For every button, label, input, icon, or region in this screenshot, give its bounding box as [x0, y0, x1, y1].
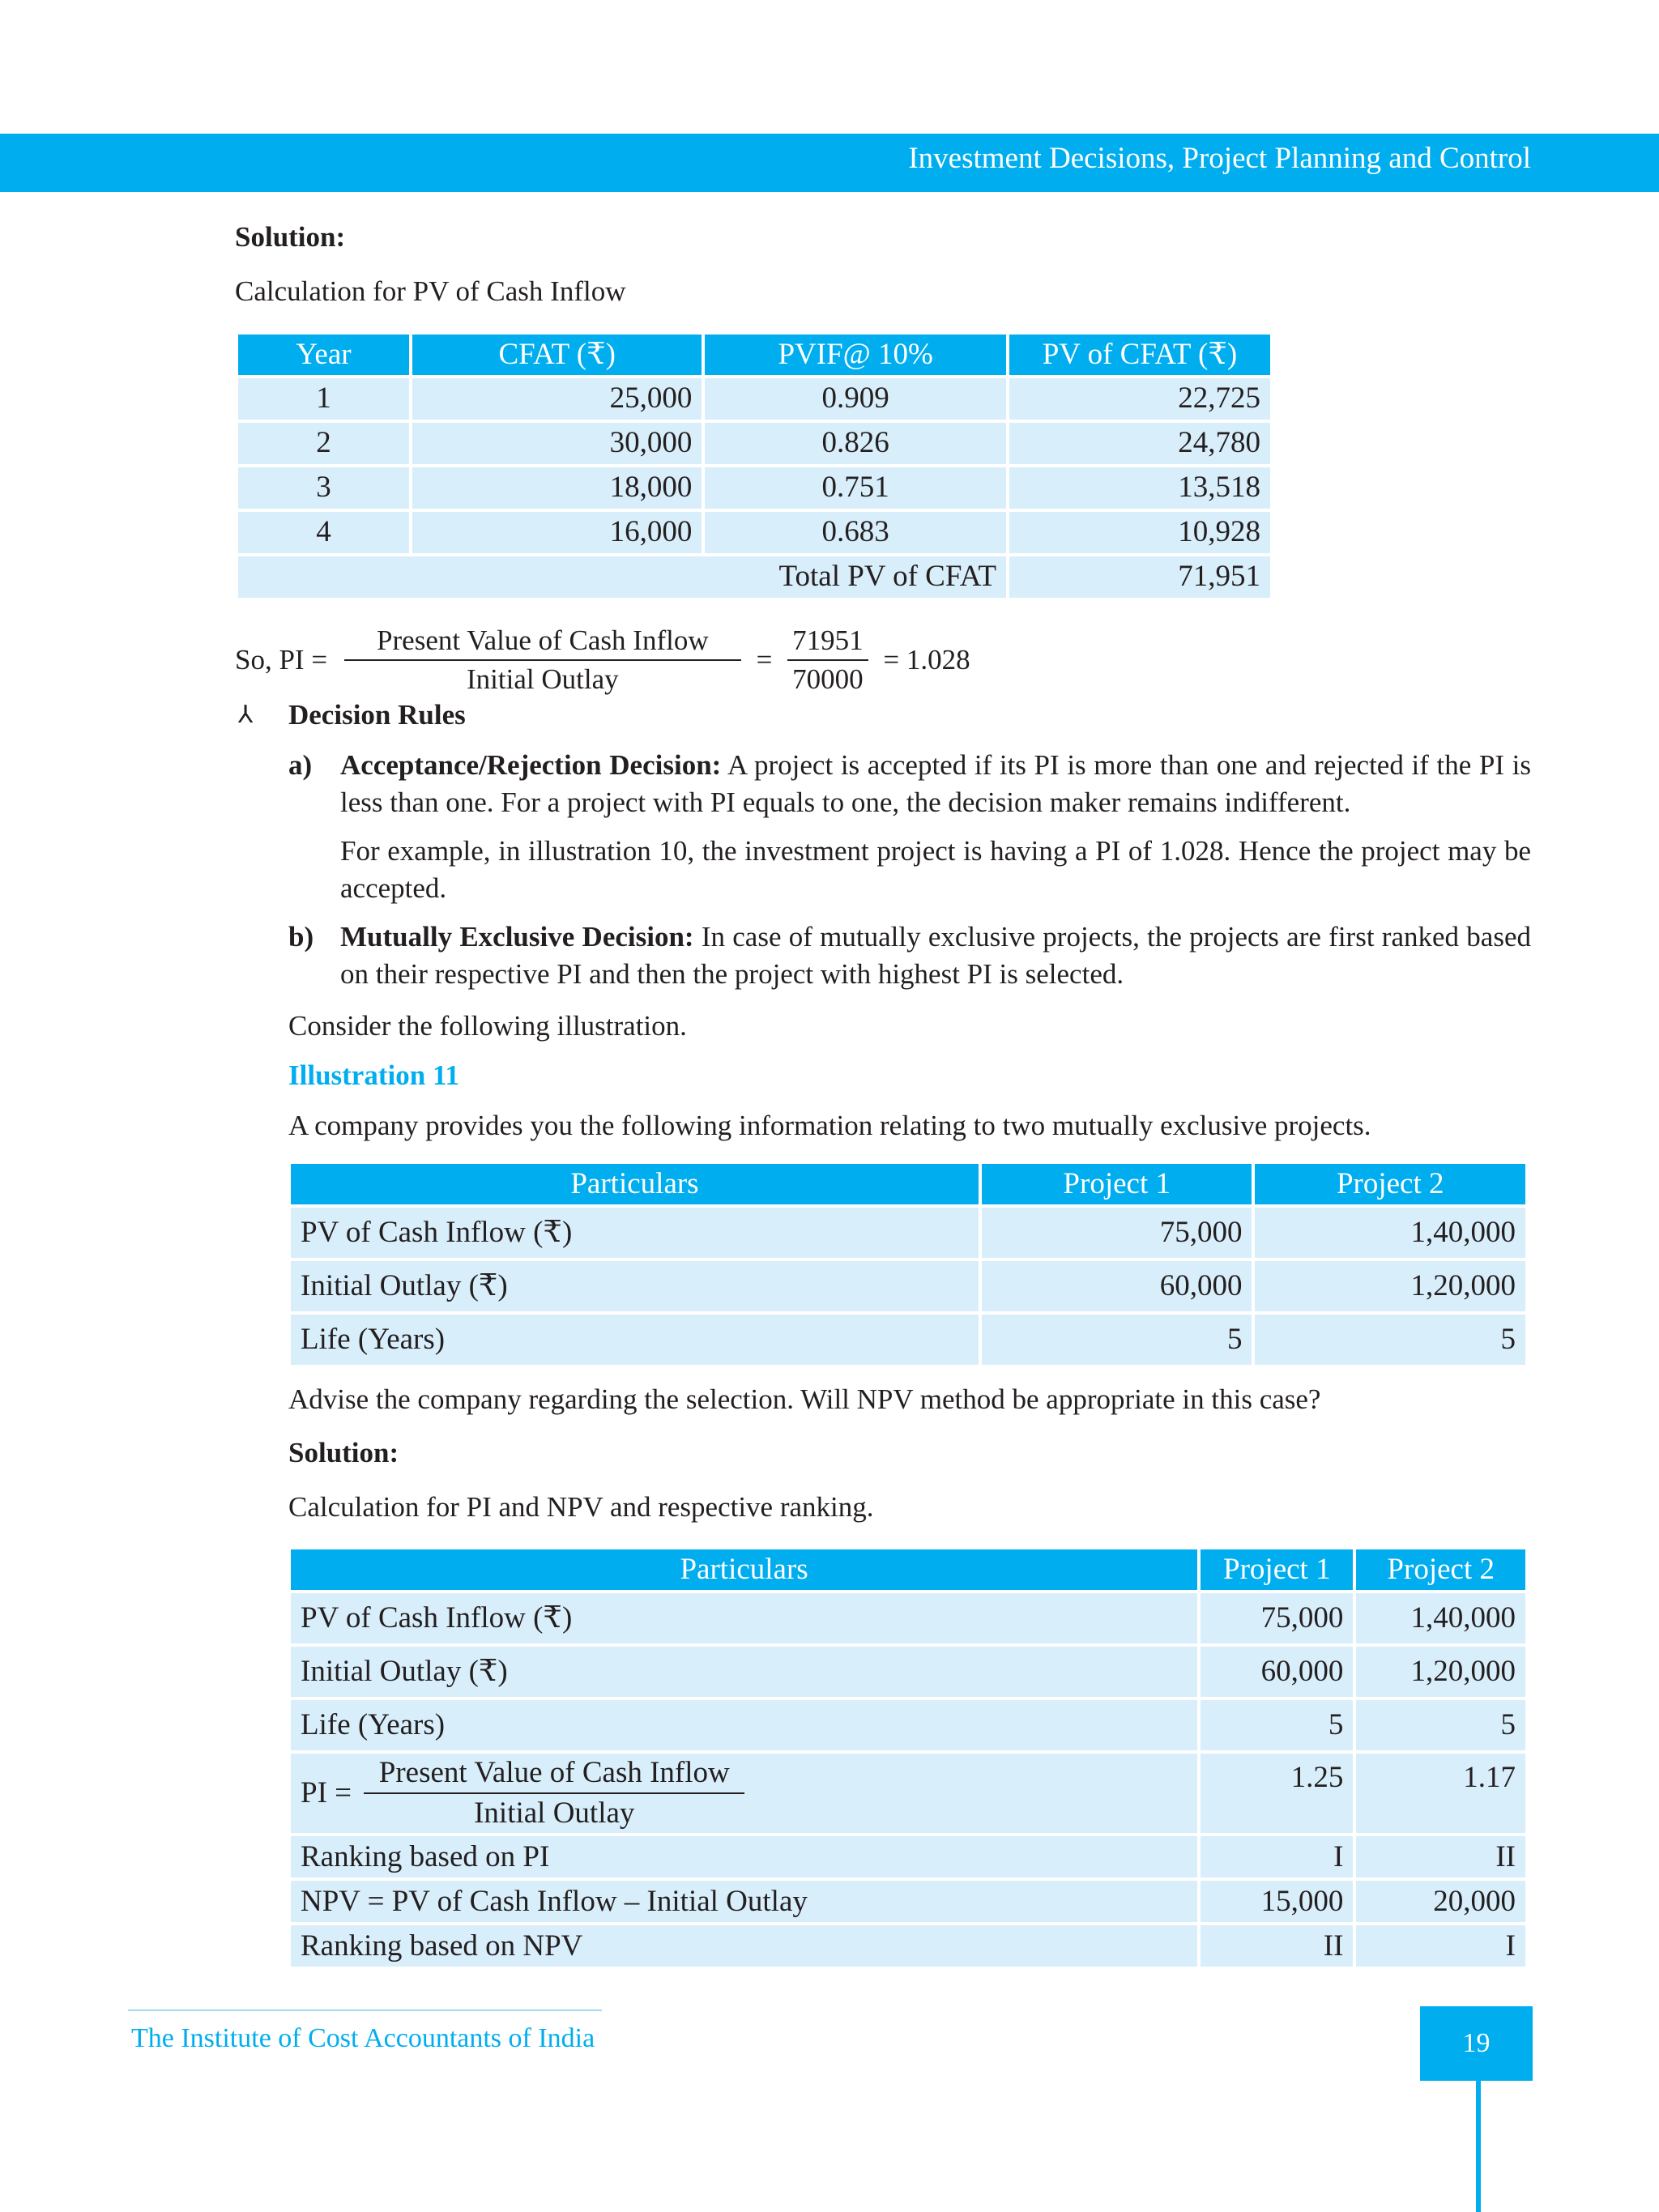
footer-rule — [128, 2010, 602, 2011]
table-cell: 60,000 — [1201, 1647, 1353, 1697]
table-cell: 60,000 — [982, 1261, 1252, 1311]
column-header: Particulars — [291, 1549, 1197, 1590]
formula-value-denominator: 70000 — [792, 663, 864, 695]
table-row — [291, 1881, 1525, 1922]
rule-a-text: A project is accepted if its PI is more than one and rejected if the PI is less than one. For a project with PI equals to one, the decision maker remains indifferent. — [340, 749, 1531, 818]
page-number-stem — [1476, 2081, 1481, 2212]
table-cell: 3 — [238, 467, 409, 509]
solution-subheading: Calculation for PV of Cash Inflow — [235, 275, 626, 307]
column-header: Project 2 — [1255, 1164, 1525, 1204]
table-cell: 15,000 — [1201, 1881, 1353, 1922]
consider-text: Consider the following illustration. — [288, 1010, 687, 1042]
table-cell: 5 — [1255, 1315, 1525, 1365]
footer-institute: The Institute of Cost Accountants of India — [131, 2023, 595, 2053]
table-cell: 1 — [238, 378, 409, 420]
table-cell: 13,518 — [1009, 467, 1270, 509]
table-row — [291, 1208, 1525, 1258]
total-value: 71,951 — [1009, 556, 1270, 598]
total-label: Total PV of CFAT — [238, 556, 1006, 598]
pv-cash-inflow-table — [235, 331, 1273, 601]
pi-fraction — [364, 1754, 744, 1833]
formula-value-numerator: 71951 — [787, 622, 868, 661]
table-header-row — [238, 335, 1270, 375]
formula-numerator: Present Value of Cash Inflow — [344, 622, 741, 661]
solution-heading: Solution: — [235, 221, 346, 253]
column-header: PV of CFAT (₹) — [1009, 335, 1270, 375]
table-cell: 5 — [982, 1315, 1252, 1365]
table-row — [238, 512, 1270, 553]
pi-numerator: Present Value of Cash Inflow — [364, 1754, 744, 1794]
table-row — [291, 1925, 1525, 1967]
table-cell: 30,000 — [412, 423, 702, 464]
table-cell: 0.909 — [705, 378, 1006, 420]
rule-b-paragraph — [340, 918, 1531, 993]
table-cell: I — [1201, 1836, 1353, 1877]
table-cell: 1,20,000 — [1356, 1647, 1525, 1697]
table-cell: 1,40,000 — [1255, 1208, 1525, 1258]
pi-prefix: PI = — [301, 1776, 352, 1810]
table-cell: 18,000 — [412, 467, 702, 509]
column-header: CFAT (₹) — [412, 335, 702, 375]
column-header: Project 1 — [982, 1164, 1252, 1204]
illustration-question: Advise the company regarding the selection. Will NPV method be appropriate in this case? — [288, 1383, 1321, 1415]
formula-fraction — [344, 622, 741, 697]
table-cell: 16,000 — [412, 512, 702, 553]
formula-equals: = — [756, 643, 773, 676]
table-cell: Life (Years) — [291, 1700, 1197, 1750]
column-header: Year — [238, 335, 409, 375]
table-cell: 1,40,000 — [1356, 1593, 1525, 1643]
table-cell: PV of Cash Inflow (₹) — [291, 1593, 1197, 1643]
table-header-row — [291, 1164, 1525, 1204]
pi-npv-ranking-table — [288, 1546, 1529, 1970]
rule-b-marker: b) — [288, 921, 314, 953]
table-cell: 0.826 — [705, 423, 1006, 464]
table-header-row — [291, 1549, 1525, 1590]
table-cell: 5 — [1201, 1700, 1353, 1750]
table-cell: Initial Outlay (₹) — [291, 1261, 979, 1311]
table-cell: NPV = PV of Cash Inflow – Initial Outlay — [291, 1881, 1197, 1922]
table-cell: 4 — [238, 512, 409, 553]
table-row — [291, 1261, 1525, 1311]
table-cell: Initial Outlay (₹) — [291, 1647, 1197, 1697]
pi-formula-cell — [291, 1754, 1197, 1833]
solution-2-heading: Solution: — [288, 1437, 399, 1468]
table-cell: 0.751 — [705, 467, 1006, 509]
rule-b-text: In case of mutually exclusive projects, the projects are first ranked based on their respective PI and then the project with highest PI is selected. — [340, 921, 1531, 990]
table-cell: 1,20,000 — [1255, 1261, 1525, 1311]
rule-a-paragraph — [340, 747, 1531, 821]
rule-a-example: For example, in illustration 10, the investment project is having a PI of 1.028. Hence the project may be accepted. — [340, 835, 1531, 904]
table-cell: 25,000 — [412, 378, 702, 420]
table-cell: 10,928 — [1009, 512, 1270, 553]
table-cell: Life (Years) — [291, 1315, 979, 1365]
pi-formula — [235, 622, 970, 697]
table-cell: PV of Cash Inflow (₹) — [291, 1208, 979, 1258]
rule-a-marker: a) — [288, 749, 313, 781]
formula-result: = 1.028 — [883, 643, 970, 676]
table-cell: Ranking based on NPV — [291, 1925, 1197, 1967]
table-cell: 20,000 — [1356, 1881, 1525, 1922]
column-header: Particulars — [291, 1164, 979, 1204]
table-cell: II — [1356, 1836, 1525, 1877]
rule-b-title: Mutually Exclusive Decision: — [340, 921, 694, 953]
formula-prefix: So, PI = — [235, 643, 328, 676]
table-cell: 75,000 — [1201, 1593, 1353, 1643]
table-row — [291, 1647, 1525, 1697]
table-row — [291, 1700, 1525, 1750]
solution-2-subheading: Calculation for PI and NPV and respective ranking. — [288, 1491, 874, 1523]
table-cell: 2 — [238, 423, 409, 464]
table-total-row — [238, 556, 1270, 598]
table-cell: II — [1201, 1925, 1353, 1967]
table-cell: 22,725 — [1009, 378, 1270, 420]
table-row — [291, 1315, 1525, 1365]
table-cell: 1.17 — [1356, 1754, 1525, 1833]
table-cell: 24,780 — [1009, 423, 1270, 464]
table-cell: 1.25 — [1201, 1754, 1353, 1833]
illustration-title: Illustration 11 — [288, 1059, 460, 1091]
projects-info-table — [288, 1161, 1529, 1368]
table-cell: Ranking based on PI — [291, 1836, 1197, 1877]
table-row — [291, 1593, 1525, 1643]
formula-value-fraction — [787, 622, 868, 697]
table-cell: 75,000 — [982, 1208, 1252, 1258]
decision-rules-heading: Decision Rules — [288, 699, 466, 731]
table-cell: 5 — [1356, 1700, 1525, 1750]
rule-a-title: Acceptance/Rejection Decision: — [340, 749, 722, 781]
table-row — [291, 1836, 1525, 1877]
table-row — [238, 467, 1270, 509]
table-row — [238, 423, 1270, 464]
column-header: PVIF@ 10% — [705, 335, 1006, 375]
table-cell: 0.683 — [705, 512, 1006, 553]
pi-denominator: Initial Outlay — [474, 1796, 635, 1831]
bullet-icon: ⅄ — [238, 701, 254, 728]
column-header: Project 1 — [1201, 1549, 1353, 1590]
illustration-intro: A company provides you the following information relating to two mutually exclusive projects. — [288, 1110, 1371, 1141]
column-header: Project 2 — [1356, 1549, 1525, 1590]
table-row — [238, 378, 1270, 420]
pi-formula-row — [291, 1754, 1525, 1833]
page-number: 19 — [1420, 2006, 1533, 2081]
table-cell: I — [1356, 1925, 1525, 1967]
formula-denominator: Initial Outlay — [467, 663, 619, 695]
running-header-title: Investment Decisions, Project Planning and Control — [908, 142, 1531, 175]
